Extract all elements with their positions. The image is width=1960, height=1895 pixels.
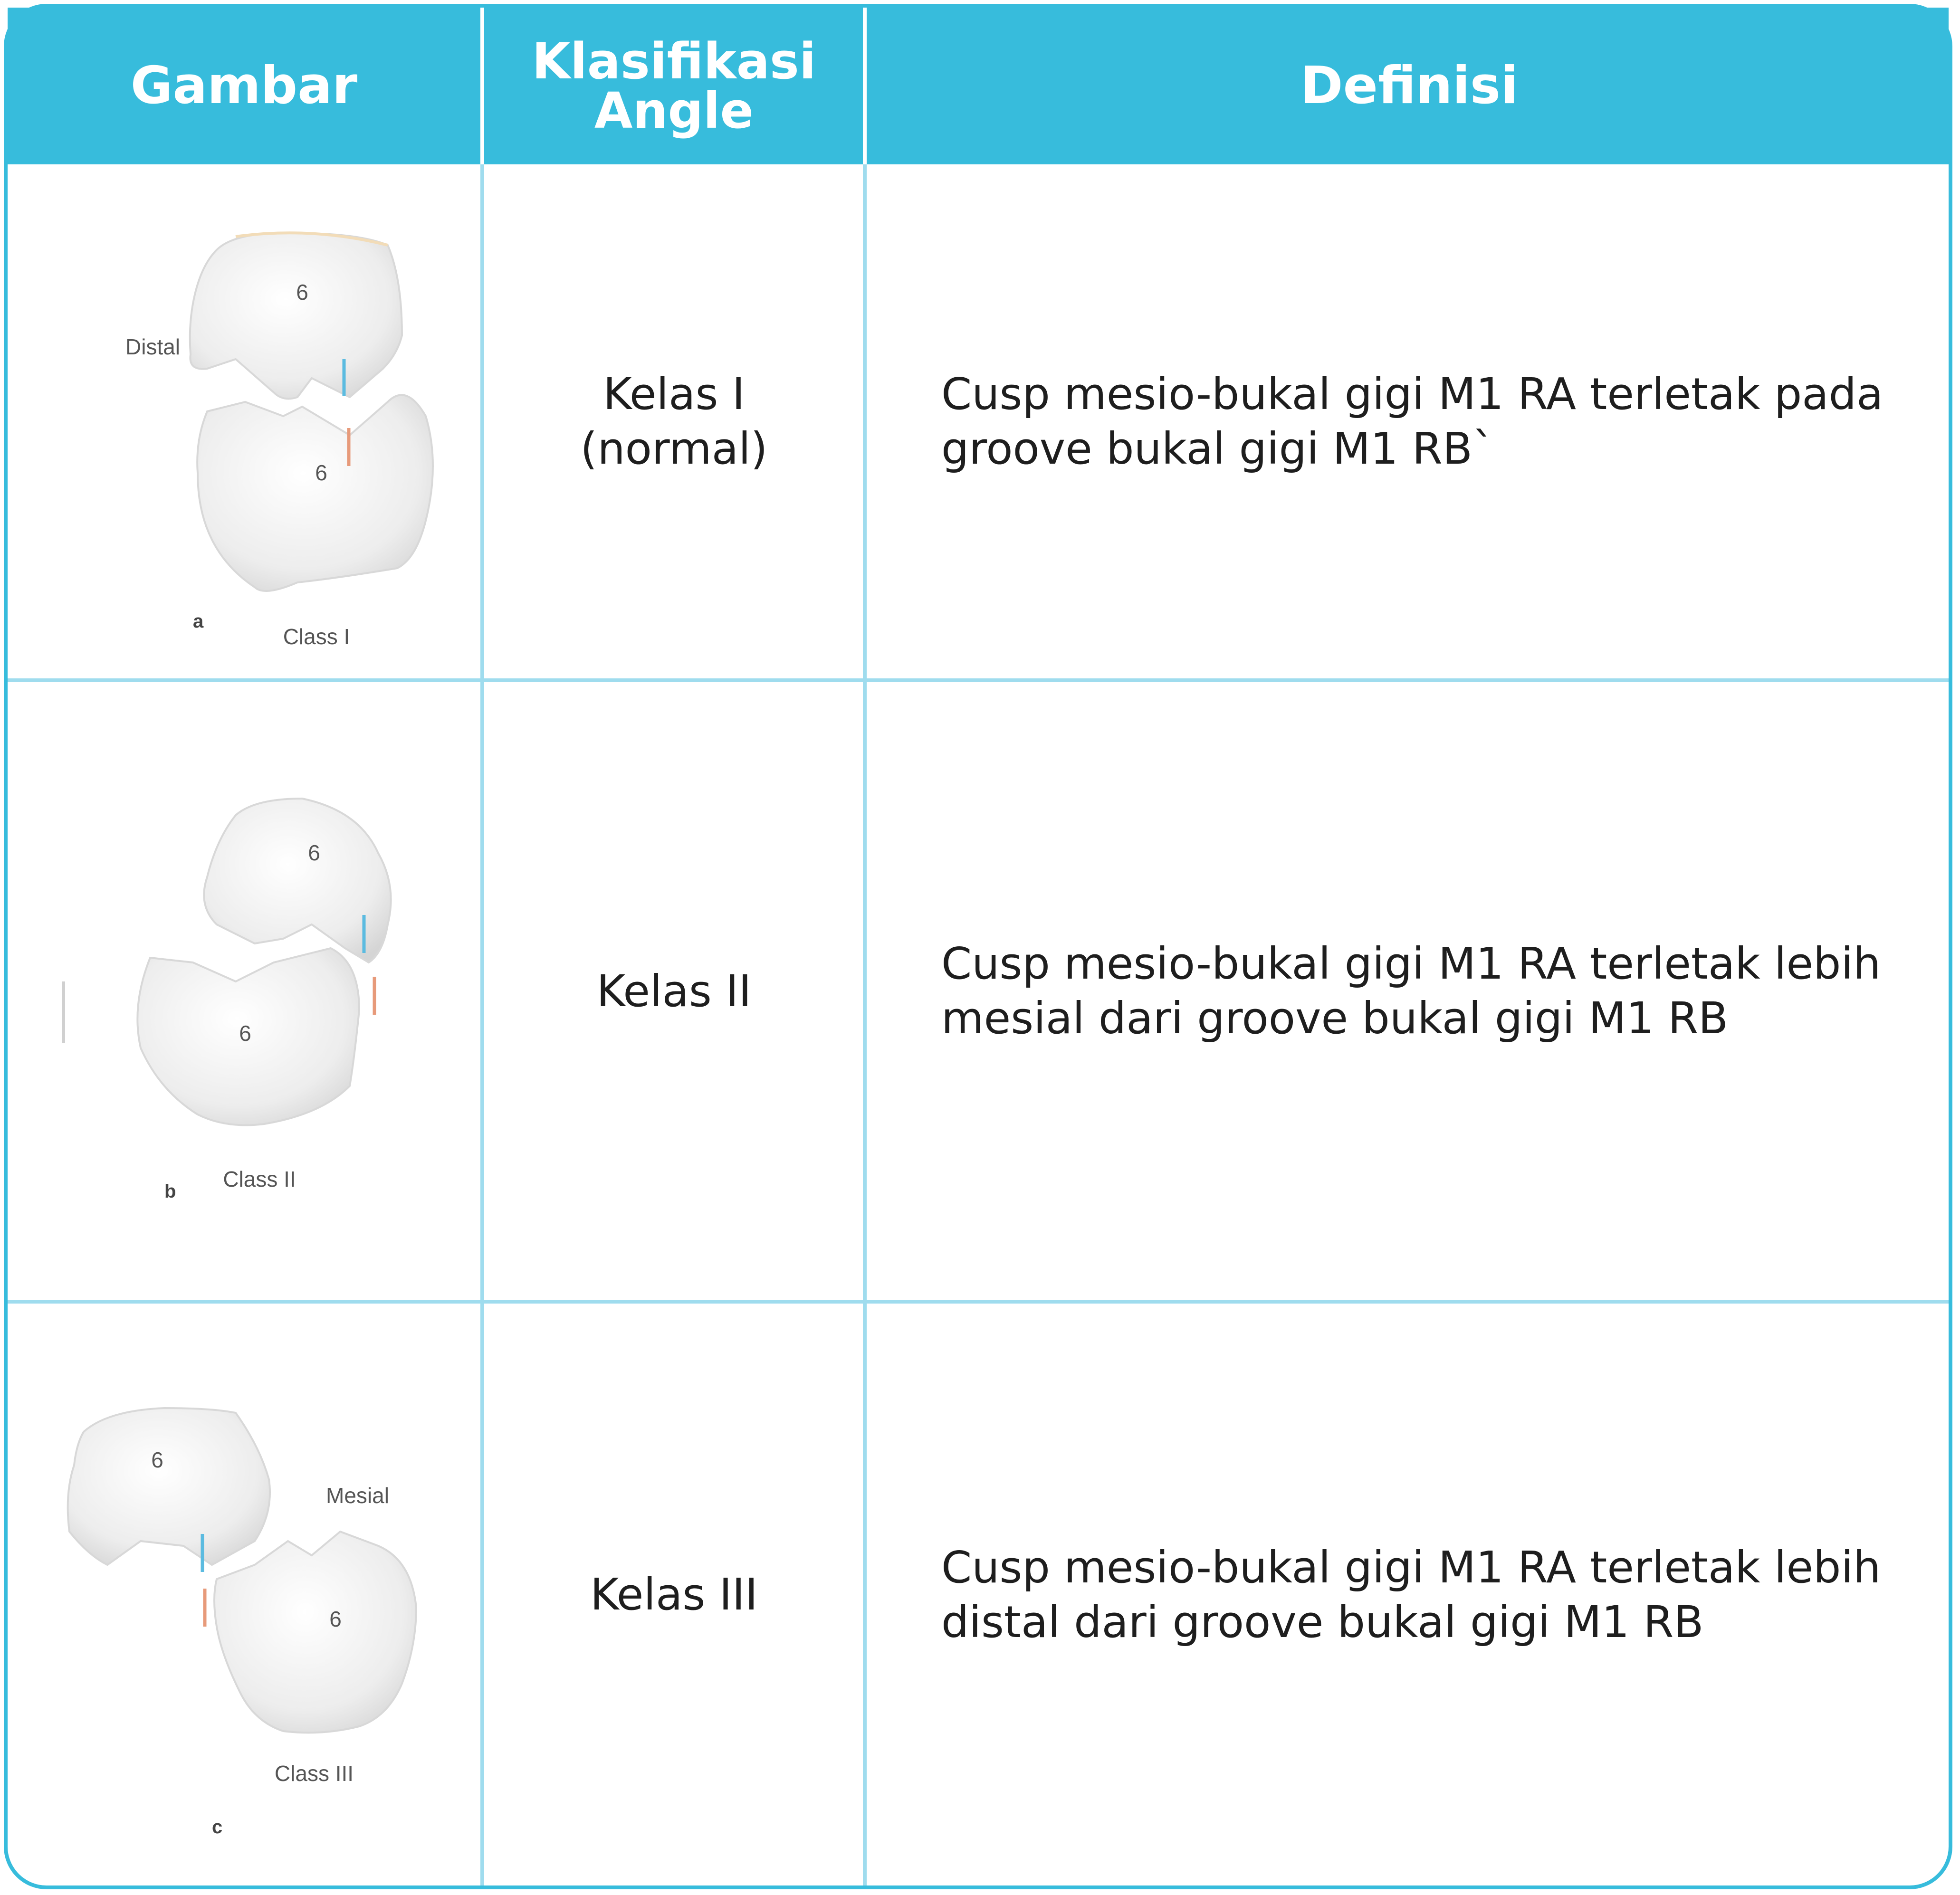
klasifikasi-line1: Kelas II — [596, 965, 752, 1017]
definisi-cell — [941, 682, 1939, 1300]
svg-text:c: c — [212, 1817, 223, 1838]
class-label: Class II — [223, 1167, 296, 1191]
class-label: Class I — [283, 624, 350, 649]
header-gambar: Gambar — [130, 56, 358, 115]
lower-tooth-number: 6 — [315, 460, 327, 485]
klasifikasi-cell — [485, 682, 863, 1300]
klasifikasi-line1: Kelas III — [590, 1569, 758, 1620]
lower-molar-shape — [197, 395, 433, 591]
definisi-line2: mesial dari groove bukal gigi M1 RB — [941, 993, 1729, 1044]
class-label: Class III — [274, 1761, 354, 1786]
side-label-distal: Distal — [125, 334, 181, 359]
upper-molar-shape — [190, 233, 402, 399]
figure-class-3 — [55, 1389, 464, 1807]
definisi-line1: Cusp mesio-bukal gigi M1 RA terletak pada — [941, 369, 1884, 419]
definisi-line2: distal dari groove bukal gigi M1 RB — [941, 1596, 1704, 1647]
partial-tooth-edge — [62, 981, 65, 1043]
klasifikasi-cell — [485, 1304, 863, 1885]
figure-letter-a — [188, 601, 217, 639]
side-label-mesial: Mesial — [326, 1483, 389, 1508]
upper-tooth-number: 6 — [296, 280, 308, 305]
lower-tooth-number: 6 — [239, 1021, 251, 1046]
row-divider-1 — [8, 678, 1949, 682]
upper-molar-shape — [68, 1408, 270, 1565]
angle-classification-table — [4, 4, 1952, 1889]
header-divider-2 — [863, 8, 867, 164]
header-klasifikasi-line2: Angle — [594, 82, 754, 140]
definisi-line2: groove bukal gigi M1 RB` — [941, 423, 1494, 474]
definisi-cell — [941, 164, 1939, 678]
klasifikasi-line2: (normal) — [580, 423, 768, 474]
figure-letter-b — [160, 1171, 188, 1209]
upper-tooth-number: 6 — [151, 1447, 163, 1472]
table-header — [8, 8, 1949, 164]
lower-tooth-number: 6 — [329, 1607, 342, 1631]
figure-class-2 — [55, 782, 435, 1200]
table-row-kelas-1 — [8, 164, 1949, 678]
definisi-line1: Cusp mesio-bukal gigi M1 RA terletak lebih — [941, 1542, 1881, 1593]
table-row-kelas-3 — [8, 1304, 1949, 1885]
upper-tooth-number: 6 — [308, 840, 320, 865]
definisi-line1: Cusp mesio-bukal gigi M1 RA terletak lebih — [941, 938, 1881, 989]
figure-letter-c — [207, 1807, 236, 1845]
lower-molar-shape — [214, 1532, 416, 1733]
svg-text:b: b — [164, 1181, 176, 1202]
header-klasifikasi-line1: Klasifikasi — [532, 32, 816, 90]
svg-text:a: a — [193, 611, 204, 632]
figure-class-1 — [93, 217, 473, 649]
header-divider-1 — [480, 8, 484, 164]
definisi-cell — [941, 1304, 1939, 1885]
header-definisi: Definisi — [1300, 56, 1519, 115]
klasifikasi-line1: Kelas I — [603, 369, 745, 419]
table-row-kelas-2 — [8, 682, 1949, 1300]
klasifikasi-cell — [485, 164, 863, 678]
row-divider-2 — [8, 1300, 1949, 1304]
header-klasifikasi-angle — [485, 8, 863, 164]
